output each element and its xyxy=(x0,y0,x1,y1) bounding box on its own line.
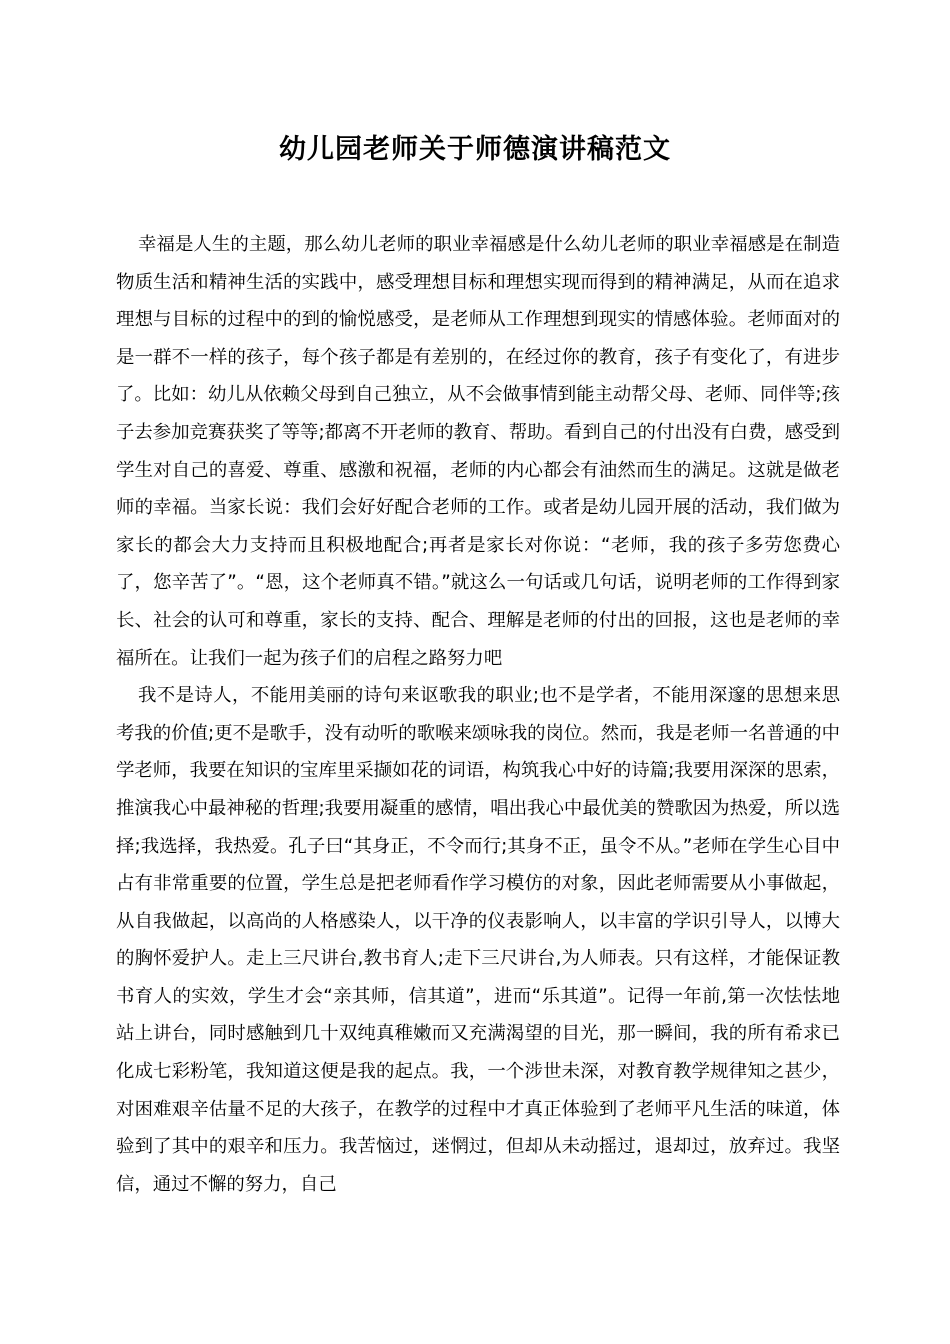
body-paragraph: 我不是诗人，不能用美丽的诗句来讴歌我的职业;也不是学者，不能用深邃的思想来思考我的价值;更不是歌手，没有动听的歌喉来颂咏我的岗位。然而，我是老师一名普通的中学老师，我要在知识的宝库里采撷如花的词语，构筑我心中好的诗篇;我要用深深的思索，推演我心中最神秘的哲理;我要用凝重的感情，唱出我心中最优美的赞歌因为热爱，所以选择;我选择，我热爱。孔子曰“其身正，不令而行;其身不正，虽令不从。”老师在学生心目中占有非常重要的位置，学生总是把老师看作学习模仿的对象，因此老师需要从小事做起，从自我做起，以高尚的人格感染人，以干净的仪表影响人，以丰富的学识引导人，以博大的胸怀爱护人。走上三尺讲台,教书育人;走下三尺讲台,为人师表。只有这样，才能保证教书育人的实效，学生才会“亲其师，信其道”，进而“乐其道”。记得一年前,第一次怯怯地站上讲台，同时感触到几十双纯真稚嫩而又充满渴望的目光，那一瞬间，我的所有希求已化成七彩粉笔，我知道这便是我的起点。我，一个涉世未深，对教育教学规律知之甚少，对困难艰辛估量不足的大孩子，在教学的过程中才真正体验到了老师平凡生活的味道，体验到了其中的艰辛和压力。我苦恼过，迷惘过，但却从未动摇过，退却过，放弃过。我坚信，通过不懈的努力，自己 xyxy=(116,685,840,1195)
body-paragraph: 幸福是人生的主题，那么幼儿老师的职业幸福感是什么幼儿老师的职业幸福感是在制造物质生活和精神生活的实践中，感受理想目标和理想实现而得到的精神满足，从而在追求理想与目标的过程中的到的愉悦感受，是老师从工作理想到现实的情感体验。老师面对的是一群不一样的孩子，每个孩子都是有差别的，在经过你的教育，孩子有变化了，有进步了。比如：幼儿从依赖父母到自己独立，从不会做事情到能主动帮父母、老师、同伴等;孩子去参加竞赛获奖了等等;都离不开老师的教育、帮助。看到自己的付出没有白费，感受到学生对自己的喜爱、尊重、感激和祝福，老师的内心都会有油然而生的满足。这就是做老师的幸福。当家长说：我们会好好配合老师的工作。或者是幼儿园开展的活动，我们做为家长的都会大力支持而且积极地配合;再者是家长对你说：“老师，我的孩子多劳您费心了，您辛苦了”。“恩，这个老师真不错。”就这么一句话或几句话，说明老师的工作得到家长、社会的认可和尊重，家长的支持、配合、理解是老师的付出的回报，这也是老师的幸福所在。让我们一起为孩子们的启程之路努力吧 xyxy=(116,234,840,669)
document-title: 幼儿园老师关于师德演讲稿范文 xyxy=(279,134,671,165)
document-body xyxy=(116,226,840,1203)
